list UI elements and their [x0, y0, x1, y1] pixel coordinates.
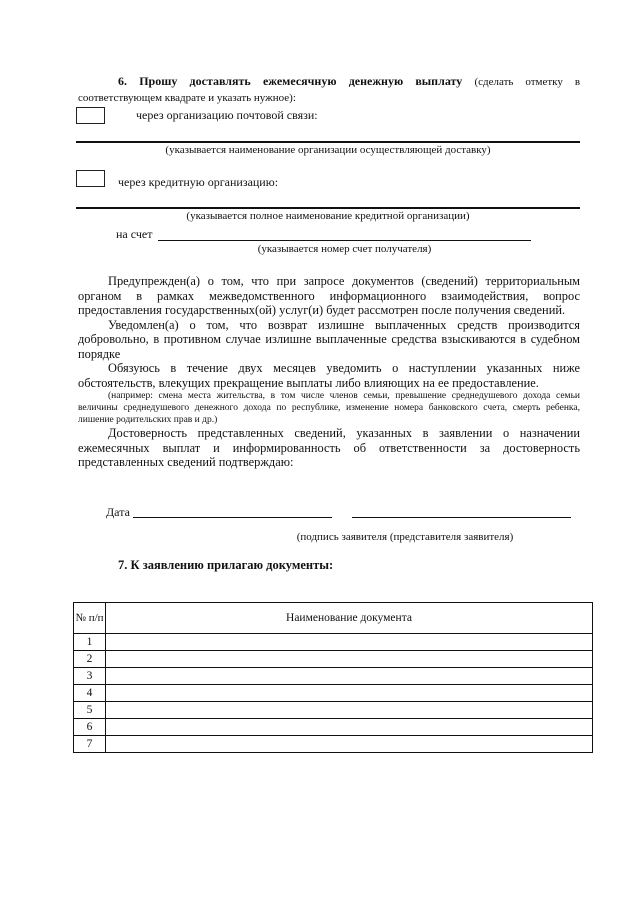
row-number: 7: [74, 736, 106, 753]
bank-delivery-label: через кредитную организацию:: [118, 175, 279, 189]
row-number: 5: [74, 702, 106, 719]
bank-name-line[interactable]: [76, 207, 580, 209]
documents-table: [73, 602, 593, 753]
table-header-row: [74, 603, 593, 634]
notice-refund: Уведомлен(а) о том, что возврат излишне выплаченных средств производится добровольно, в противном случае излишне выплаченные средства взыскиваются в судебном порядке: [78, 317, 580, 361]
document-name-cell[interactable]: [106, 702, 593, 719]
table-row: [74, 668, 593, 685]
section-7-title: 7. К заявлению прилагаю документы:: [118, 558, 334, 572]
notice-reliability: Достоверность представленных сведений, указанных в заявлении о назначении ежемесячных выплат и информированность об ответственности за достоверность представленных сведений подтверждаю:: [78, 426, 580, 469]
document-name-cell[interactable]: [106, 719, 593, 736]
notices-block: [78, 274, 580, 470]
signature-caption: (подпись заявителя (представителя заявителя): [296, 531, 514, 543]
account-number-line[interactable]: [158, 240, 531, 241]
section-6-instruction: (сделать отметку в соответствующем квадрате и указать нужное):: [78, 76, 581, 104]
table-row: [74, 651, 593, 668]
row-number: 4: [74, 685, 106, 702]
row-number: 1: [74, 634, 106, 651]
notice-obligation-examples: (например: смена места жительства, в том числе членов семьи, превышение среднедушевого дохода семьи величины среднедушевого денежного дохода по республике, изменение номера банковского счета, смерть ребенка, лишение родительских прав и др.): [78, 391, 580, 425]
table-row: [74, 736, 593, 753]
document-name-cell[interactable]: [106, 736, 593, 753]
bank-delivery-checkbox[interactable]: [76, 170, 105, 187]
table-row: [74, 719, 593, 736]
section-6-heading: [78, 74, 580, 106]
column-header-document-name: Наименование документа: [106, 603, 593, 634]
row-number: 6: [74, 719, 106, 736]
post-organization-caption: (указывается наименование организации осуществляющей доставку): [165, 144, 491, 156]
date-line[interactable]: [133, 517, 332, 518]
date-label: Дата: [106, 505, 130, 519]
account-caption: (указывается номер счет получателя): [257, 243, 432, 255]
notice-interagency: Предупрежден(а) о том, что при запросе документов (сведений) территориальным органом в рамках межведомственного информационного взаимодействия, вопрос предоставления государственных(ой) услуг(и) будет рассмотрен после получения сведений.: [78, 274, 580, 317]
account-label: на счет: [116, 227, 153, 241]
notice-obligation: Обязуюсь в течение двух месяцев уведомить о наступлении указанных ниже обстоятельств, влекущих прекращение выплаты либо влияющих на ее предоставление.: [78, 361, 580, 390]
post-delivery-label: через организацию почтовой связи:: [136, 108, 318, 122]
column-header-number: № п/п: [74, 603, 106, 634]
post-organization-line[interactable]: [76, 141, 580, 143]
table-row: [74, 634, 593, 651]
table-row: [74, 702, 593, 719]
bank-name-caption: (указывается полное наименование кредитной организации): [186, 210, 470, 222]
document-name-cell[interactable]: [106, 651, 593, 668]
section-6-title: 6. Прошу доставлять ежемесячную денежную выплату: [118, 74, 463, 88]
row-number: 2: [74, 651, 106, 668]
table-row: [74, 685, 593, 702]
row-number: 3: [74, 668, 106, 685]
document-name-cell[interactable]: [106, 685, 593, 702]
signature-line[interactable]: [352, 517, 571, 518]
document-name-cell[interactable]: [106, 668, 593, 685]
post-delivery-checkbox[interactable]: [76, 107, 105, 124]
document-name-cell[interactable]: [106, 634, 593, 651]
